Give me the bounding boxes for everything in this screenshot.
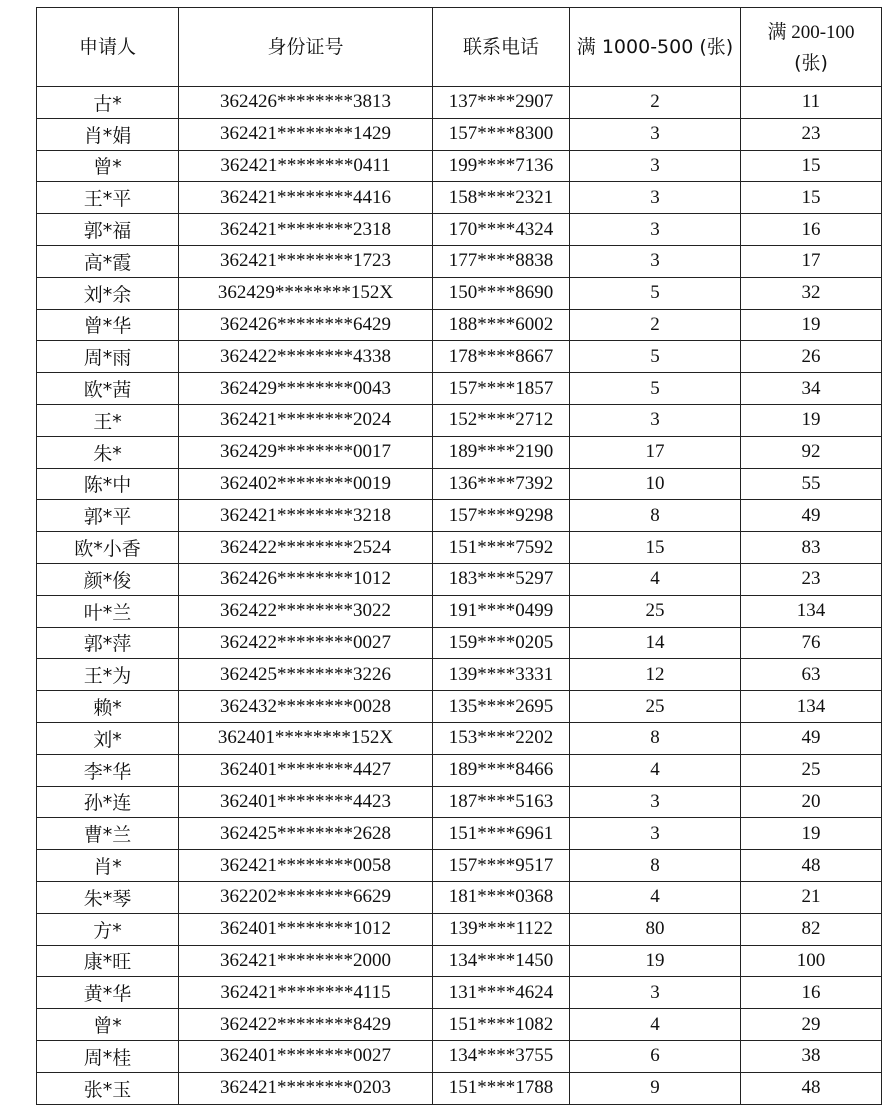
cell-id-number: 362421********0203 xyxy=(179,1072,433,1104)
cell-applicant: 郭*福 xyxy=(37,214,179,246)
cell-id-number: 362421********2000 xyxy=(179,945,433,977)
cell-phone: 134****1450 xyxy=(433,945,570,977)
cell-applicant: 肖* xyxy=(37,850,179,882)
cell-tier2: 49 xyxy=(741,500,882,532)
cell-applicant: 赖* xyxy=(37,691,179,723)
cell-applicant: 颜*俊 xyxy=(37,563,179,595)
table-row xyxy=(37,118,882,150)
cell-tier1: 8 xyxy=(570,722,741,754)
cell-phone: 151****1082 xyxy=(433,1009,570,1041)
table-row xyxy=(37,945,882,977)
cell-applicant: 刘*余 xyxy=(37,277,179,309)
cell-tier1: 3 xyxy=(570,404,741,436)
header-tier2-line1: 满 200-100 xyxy=(767,21,855,43)
cell-applicant: 王* xyxy=(37,404,179,436)
cell-tier1: 19 xyxy=(570,945,741,977)
cell-phone: 139****1122 xyxy=(433,913,570,945)
cell-tier2: 29 xyxy=(741,1009,882,1041)
cell-applicant: 王*平 xyxy=(37,182,179,214)
table-row xyxy=(37,786,882,818)
cell-id-number: 362421********4115 xyxy=(179,977,433,1009)
cell-tier2: 17 xyxy=(741,245,882,277)
cell-applicant: 张*玉 xyxy=(37,1072,179,1104)
cell-tier2: 19 xyxy=(741,404,882,436)
cell-tier1: 3 xyxy=(570,182,741,214)
table-row xyxy=(37,627,882,659)
cell-tier2: 48 xyxy=(741,1072,882,1104)
cell-tier2: 15 xyxy=(741,182,882,214)
cell-applicant: 康*旺 xyxy=(37,945,179,977)
cell-applicant: 曾* xyxy=(37,1009,179,1041)
cell-phone: 136****7392 xyxy=(433,468,570,500)
cell-tier1: 8 xyxy=(570,850,741,882)
cell-tier1: 25 xyxy=(570,691,741,723)
cell-tier1: 3 xyxy=(570,786,741,818)
table-row xyxy=(37,595,882,627)
cell-applicant: 郭*萍 xyxy=(37,627,179,659)
cell-tier2: 92 xyxy=(741,436,882,468)
cell-tier2: 49 xyxy=(741,722,882,754)
table-row xyxy=(37,436,882,468)
cell-tier2: 25 xyxy=(741,754,882,786)
cell-tier2: 15 xyxy=(741,150,882,182)
cell-tier1: 3 xyxy=(570,977,741,1009)
cell-id-number: 362421********4416 xyxy=(179,182,433,214)
cell-tier1: 12 xyxy=(570,659,741,691)
table-row xyxy=(37,373,882,405)
cell-id-number: 362421********1429 xyxy=(179,118,433,150)
cell-applicant: 周*桂 xyxy=(37,1040,179,1072)
cell-phone: 151****1788 xyxy=(433,1072,570,1104)
header-phone: 联系电话 xyxy=(433,8,570,87)
cell-id-number: 362426********1012 xyxy=(179,563,433,595)
table-row xyxy=(37,182,882,214)
table-row xyxy=(37,850,882,882)
cell-applicant: 黄*华 xyxy=(37,977,179,1009)
cell-applicant: 高*霞 xyxy=(37,245,179,277)
cell-phone: 157****9298 xyxy=(433,500,570,532)
cell-tier1: 25 xyxy=(570,595,741,627)
cell-tier1: 9 xyxy=(570,1072,741,1104)
cell-applicant: 方* xyxy=(37,913,179,945)
header-tier1: 满 1000-500 (张) xyxy=(570,8,741,87)
cell-tier2: 23 xyxy=(741,118,882,150)
cell-phone: 189****8466 xyxy=(433,754,570,786)
table-row xyxy=(37,245,882,277)
table-row xyxy=(37,977,882,1009)
cell-id-number: 362421********2024 xyxy=(179,404,433,436)
cell-id-number: 362422********0027 xyxy=(179,627,433,659)
cell-phone: 151****7592 xyxy=(433,532,570,564)
table-row xyxy=(37,881,882,913)
cell-tier2: 32 xyxy=(741,277,882,309)
header-applicant: 申请人 xyxy=(37,8,179,87)
cell-id-number: 362202********6629 xyxy=(179,881,433,913)
header-id-number: 身份证号 xyxy=(179,8,433,87)
cell-tier1: 15 xyxy=(570,532,741,564)
cell-tier1: 4 xyxy=(570,754,741,786)
cell-id-number: 362426********3813 xyxy=(179,87,433,119)
cell-applicant: 周*雨 xyxy=(37,341,179,373)
cell-id-number: 362421********1723 xyxy=(179,245,433,277)
cell-tier2: 100 xyxy=(741,945,882,977)
table-row xyxy=(37,659,882,691)
cell-applicant: 欧*小香 xyxy=(37,532,179,564)
cell-phone: 131****4624 xyxy=(433,977,570,1009)
cell-phone: 139****3331 xyxy=(433,659,570,691)
table-row xyxy=(37,309,882,341)
cell-applicant: 曾*华 xyxy=(37,309,179,341)
cell-id-number: 362421********0411 xyxy=(179,150,433,182)
cell-phone: 157****8300 xyxy=(433,118,570,150)
cell-tier1: 14 xyxy=(570,627,741,659)
cell-applicant: 郭*平 xyxy=(37,500,179,532)
cell-tier1: 80 xyxy=(570,913,741,945)
cell-tier1: 5 xyxy=(570,373,741,405)
cell-phone: 157****1857 xyxy=(433,373,570,405)
cell-tier2: 48 xyxy=(741,850,882,882)
table-row xyxy=(37,754,882,786)
cell-tier2: 63 xyxy=(741,659,882,691)
table-row xyxy=(37,1009,882,1041)
cell-tier1: 3 xyxy=(570,818,741,850)
cell-tier1: 5 xyxy=(570,277,741,309)
cell-phone: 158****2321 xyxy=(433,182,570,214)
cell-phone: 177****8838 xyxy=(433,245,570,277)
cell-id-number: 362422********4338 xyxy=(179,341,433,373)
cell-phone: 183****5297 xyxy=(433,563,570,595)
cell-tier2: 134 xyxy=(741,691,882,723)
table-row xyxy=(37,1040,882,1072)
cell-tier1: 3 xyxy=(570,118,741,150)
cell-id-number: 362401********4423 xyxy=(179,786,433,818)
cell-id-number: 362425********3226 xyxy=(179,659,433,691)
cell-tier1: 3 xyxy=(570,150,741,182)
cell-phone: 157****9517 xyxy=(433,850,570,882)
cell-phone: 159****0205 xyxy=(433,627,570,659)
cell-id-number: 362422********8429 xyxy=(179,1009,433,1041)
table-row xyxy=(37,1072,882,1104)
table-row xyxy=(37,214,882,246)
cell-applicant: 孙*连 xyxy=(37,786,179,818)
cell-phone: 188****6002 xyxy=(433,309,570,341)
cell-phone: 170****4324 xyxy=(433,214,570,246)
cell-applicant: 欧*茜 xyxy=(37,373,179,405)
cell-applicant: 王*为 xyxy=(37,659,179,691)
cell-applicant: 古* xyxy=(37,87,179,119)
cell-tier1: 2 xyxy=(570,309,741,341)
table-row xyxy=(37,341,882,373)
cell-applicant: 曹*兰 xyxy=(37,818,179,850)
cell-id-number: 362429********0043 xyxy=(179,373,433,405)
cell-id-number: 362421********2318 xyxy=(179,214,433,246)
cell-tier2: 82 xyxy=(741,913,882,945)
cell-id-number: 362432********0028 xyxy=(179,691,433,723)
cell-applicant: 朱*琴 xyxy=(37,881,179,913)
cell-tier2: 19 xyxy=(741,309,882,341)
table-row xyxy=(37,532,882,564)
cell-tier2: 16 xyxy=(741,214,882,246)
cell-tier1: 10 xyxy=(570,468,741,500)
cell-tier1: 17 xyxy=(570,436,741,468)
cell-tier1: 3 xyxy=(570,245,741,277)
cell-id-number: 362426********6429 xyxy=(179,309,433,341)
cell-phone: 191****0499 xyxy=(433,595,570,627)
table-header xyxy=(37,8,882,87)
cell-tier2: 34 xyxy=(741,373,882,405)
cell-tier2: 23 xyxy=(741,563,882,595)
cell-id-number: 362401********152X xyxy=(179,722,433,754)
cell-applicant: 朱* xyxy=(37,436,179,468)
cell-tier2: 19 xyxy=(741,818,882,850)
cell-id-number: 362429********0017 xyxy=(179,436,433,468)
table-row xyxy=(37,500,882,532)
table-row xyxy=(37,277,882,309)
table-row xyxy=(37,563,882,595)
cell-applicant: 肖*娟 xyxy=(37,118,179,150)
cell-phone: 152****2712 xyxy=(433,404,570,436)
cell-tier2: 55 xyxy=(741,468,882,500)
cell-tier2: 76 xyxy=(741,627,882,659)
cell-applicant: 叶*兰 xyxy=(37,595,179,627)
cell-tier1: 6 xyxy=(570,1040,741,1072)
cell-phone: 134****3755 xyxy=(433,1040,570,1072)
cell-tier2: 11 xyxy=(741,87,882,119)
header-tier2-line2: (张) xyxy=(794,51,828,74)
cell-id-number: 362425********2628 xyxy=(179,818,433,850)
applicant-table-container xyxy=(36,7,882,1105)
cell-phone: 199****7136 xyxy=(433,150,570,182)
cell-id-number: 362429********152X xyxy=(179,277,433,309)
cell-id-number: 362401********4427 xyxy=(179,754,433,786)
cell-applicant: 曾* xyxy=(37,150,179,182)
cell-tier2: 83 xyxy=(741,532,882,564)
cell-phone: 135****2695 xyxy=(433,691,570,723)
cell-phone: 187****5163 xyxy=(433,786,570,818)
table-row xyxy=(37,87,882,119)
header-tier2 xyxy=(741,8,882,87)
cell-phone: 153****2202 xyxy=(433,722,570,754)
cell-tier2: 20 xyxy=(741,786,882,818)
cell-tier1: 4 xyxy=(570,881,741,913)
cell-tier1: 2 xyxy=(570,87,741,119)
cell-tier1: 5 xyxy=(570,341,741,373)
table-row xyxy=(37,913,882,945)
cell-applicant: 陈*中 xyxy=(37,468,179,500)
cell-id-number: 362422********2524 xyxy=(179,532,433,564)
cell-phone: 151****6961 xyxy=(433,818,570,850)
table-row xyxy=(37,404,882,436)
cell-phone: 178****8667 xyxy=(433,341,570,373)
cell-tier2: 21 xyxy=(741,881,882,913)
cell-tier2: 16 xyxy=(741,977,882,1009)
cell-id-number: 362421********0058 xyxy=(179,850,433,882)
cell-id-number: 362401********0027 xyxy=(179,1040,433,1072)
cell-id-number: 362402********0019 xyxy=(179,468,433,500)
table-row xyxy=(37,691,882,723)
cell-phone: 181****0368 xyxy=(433,881,570,913)
cell-applicant: 刘* xyxy=(37,722,179,754)
cell-tier1: 4 xyxy=(570,563,741,595)
table-body xyxy=(37,87,882,1105)
header-row xyxy=(37,8,882,87)
cell-id-number: 362422********3022 xyxy=(179,595,433,627)
cell-phone: 150****8690 xyxy=(433,277,570,309)
table-row xyxy=(37,722,882,754)
cell-applicant: 李*华 xyxy=(37,754,179,786)
cell-id-number: 362421********3218 xyxy=(179,500,433,532)
table-row xyxy=(37,818,882,850)
cell-tier2: 38 xyxy=(741,1040,882,1072)
cell-tier1: 3 xyxy=(570,214,741,246)
cell-tier2: 134 xyxy=(741,595,882,627)
cell-tier2: 26 xyxy=(741,341,882,373)
applicant-table xyxy=(36,7,882,1105)
table-row xyxy=(37,468,882,500)
cell-tier1: 4 xyxy=(570,1009,741,1041)
cell-phone: 189****2190 xyxy=(433,436,570,468)
cell-id-number: 362401********1012 xyxy=(179,913,433,945)
table-row xyxy=(37,150,882,182)
cell-tier1: 8 xyxy=(570,500,741,532)
cell-phone: 137****2907 xyxy=(433,87,570,119)
